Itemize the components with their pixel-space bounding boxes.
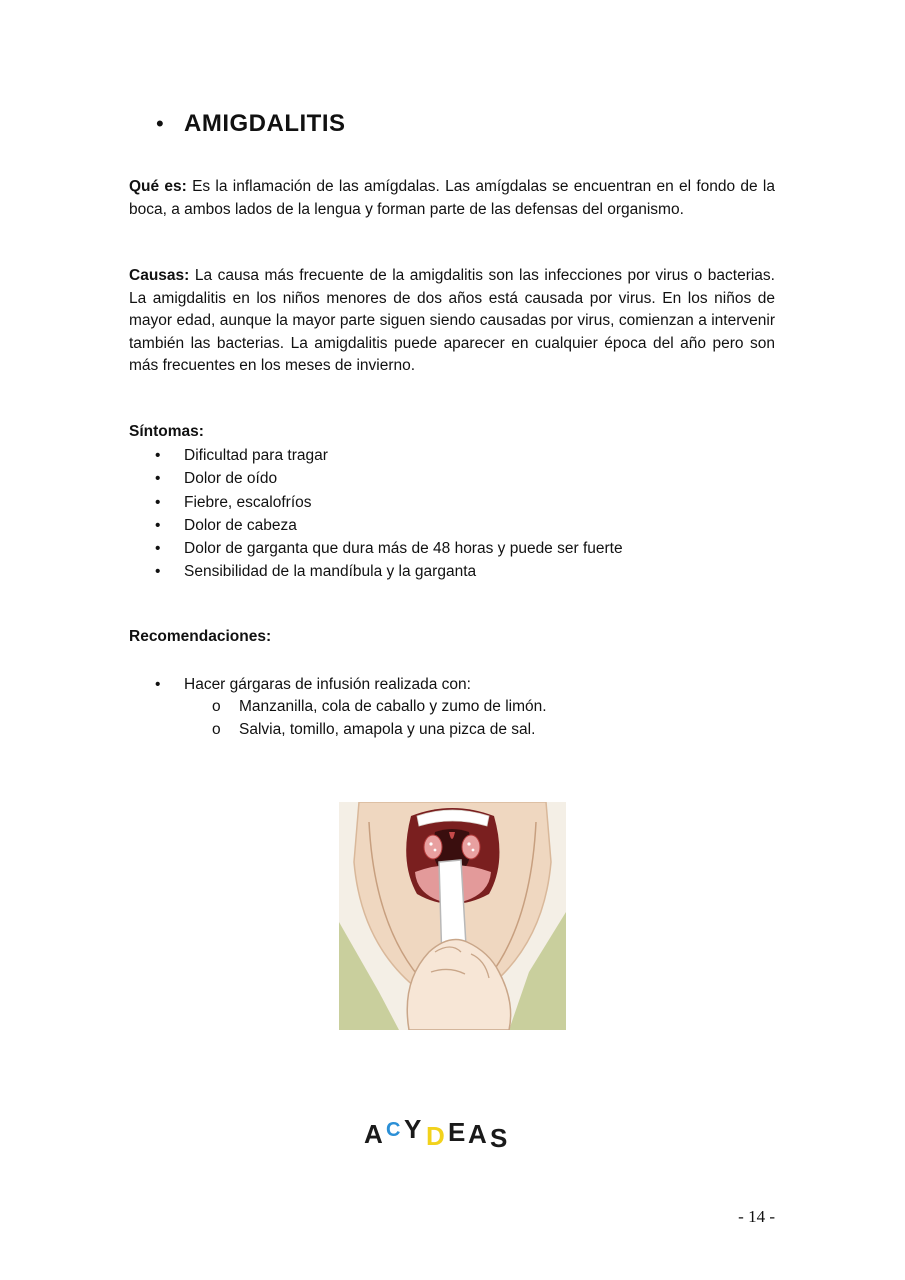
bullet-marker: • (155, 676, 161, 693)
section-title-row (156, 110, 346, 138)
recommendation-text: Hacer gárgaras de infusión realizada con: (184, 676, 471, 693)
symptoms-heading: Síntomas: (129, 423, 204, 440)
recommendations-sublist (212, 695, 547, 741)
list-item (155, 537, 623, 560)
causes-text: La causa más frecuente de la amigdalitis son las infecciones por virus o bacterias. La amigdalitis en los niños menores de dos años está causada por virus. En los niños de mayor edad, aunque la mayor parte siguen siendo causadas por virus, comienzan a intervenir también las bacterias. La amigdalitis puede aparecer en cualquier época del año pero son más frecuentes en los meses de invierno. (129, 267, 775, 374)
list-item (155, 491, 623, 514)
list-item (155, 514, 623, 537)
symptom-text: Dificultad para tragar (184, 447, 328, 464)
list-item (212, 718, 547, 741)
svg-text:D: D (426, 1121, 445, 1150)
symptom-text: Dolor de cabeza (184, 516, 297, 534)
svg-text:E: E (448, 1117, 466, 1147)
definition-label: Qué es: (129, 178, 187, 195)
symptom-text: Fiebre, escalofríos (184, 493, 312, 511)
bullet-marker: • (155, 563, 161, 581)
title-bullet: • (156, 111, 164, 136)
svg-text:S: S (490, 1123, 508, 1150)
bullet-marker: • (155, 540, 161, 558)
recommendations-heading: Recomendaciones: (129, 628, 272, 645)
svg-text:A: A (364, 1119, 383, 1149)
svg-text:C: C (386, 1119, 401, 1141)
definition-paragraph (129, 176, 775, 221)
recommendation-subtext: Salvia, tomillo, amapola y una pizca de sal. (239, 721, 536, 738)
list-item (155, 673, 471, 696)
symptom-text: Dolor de oído (184, 470, 278, 488)
list-item (155, 560, 623, 583)
bullet-marker: • (155, 470, 161, 488)
throat-exam-illustration (339, 802, 566, 1030)
page-title: AMIGDALITIS (184, 110, 346, 137)
sub-bullet-marker: o (212, 698, 221, 715)
svg-text:Y: Y (404, 1114, 422, 1144)
sub-bullet-marker: o (212, 721, 221, 738)
definition-text: Es la inflamación de las amígdalas. Las amígdalas se encuentran en el fondo de la boca, a ambos lados de la lengua y forman parte de las defensas del organismo. (129, 178, 775, 218)
symptoms-list (155, 444, 623, 584)
list-item (155, 444, 623, 467)
list-item (155, 467, 623, 490)
symptom-text: Dolor de garganta que dura más de 48 horas y puede ser fuerte (184, 540, 623, 558)
causes-paragraph (129, 265, 775, 378)
svg-text:A: A (468, 1119, 487, 1149)
bullet-marker: • (155, 493, 161, 511)
bullet-marker: • (155, 516, 161, 534)
recommendations-list (155, 673, 471, 696)
recommendation-subtext: Manzanilla, cola de caballo y zumo de limón. (239, 698, 547, 715)
list-item (212, 695, 547, 718)
causes-label: Causas: (129, 267, 190, 284)
symptom-text: Sensibilidad de la mandíbula y la garganta (184, 563, 477, 581)
bullet-marker: • (155, 447, 161, 464)
acydeas-logo (362, 1114, 540, 1150)
page-number: - 14 - (738, 1207, 775, 1226)
